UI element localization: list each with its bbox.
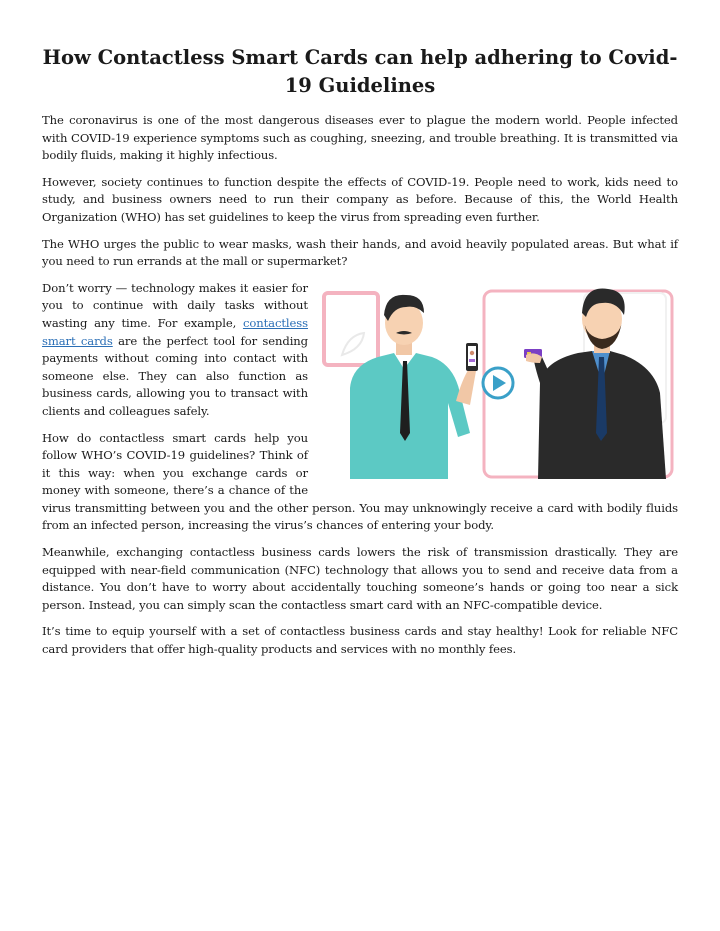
paragraph-5: How do contactless smart cards help you follow WHO’s COVID-19 guidelines? Think of it this way: when you exchange cards or money with someone, there’s a chance of the virus transmitting between you and the other person. You may unknowingly receive a card with bodily fluids from an infected person, increasing the virus’s chances of entering your body. <box>42 430 678 533</box>
document-title: How Contactless Smart Cards can help adhering to Covid-19 Guidelines <box>42 46 678 97</box>
illustration-svg <box>320 283 678 479</box>
leaf-icon <box>342 333 364 355</box>
paragraph-6: Meanwhile, exchanging contactless business cards lowers the risk of transmission drastically. They are equipped with near-field communication (NFC) technology that allows you to send and receive data from a distance. You don’t have to worry about accidentally touching someone’s hands or going too near a sick person. Instead, you can simply scan the contactless smart card with an NFC-compatible device. <box>42 545 678 612</box>
contactless-smart-cards-link[interactable]: contactless smart cards <box>42 315 308 348</box>
paragraph-4-text-before: Don’t worry — technology makes it easier for you to continue with daily tasks without wasting any time. For example, <box>42 280 308 330</box>
document-page <box>42 44 678 668</box>
paragraph-2: However, society continues to function despite the effects of COVID-19. People need to work, kids need to study, and business owners need to run their company as before. Because of this, the World Health Organization (WHO) has set guidelines to keep the virus from spreading even further. <box>42 174 678 224</box>
man-right <box>526 288 666 479</box>
paragraph-1: The coronavirus is one of the most dangerous diseases ever to plague the modern world. People infected with COVID-19 experience symptoms such as coughing, sneezing, and trouble breathing. It is transmitted via bodily fluids, making it highly infectious. <box>42 113 678 163</box>
paragraph-7: It’s time to equip yourself with a set of contactless business cards and stay healthy! Look for reliable NFC card providers that offer high-quality products and services with no monthly fees. <box>42 624 678 657</box>
paragraph-3: The WHO urges the public to wear masks, wash their hands, and avoid heavily populated areas. But what if you need to run errands at the mall or supermarket? <box>42 236 678 269</box>
man-left <box>350 295 478 479</box>
illustration-two-men-exchanging-contactless-card <box>320 283 678 479</box>
pink-frame-left <box>324 293 378 365</box>
paragraph-4-text-after: are the perfect tool for sending payments without coming into contact with someone else. They can also function as business cards, allowing you to transact with clients and colleagues safely. <box>42 333 308 418</box>
